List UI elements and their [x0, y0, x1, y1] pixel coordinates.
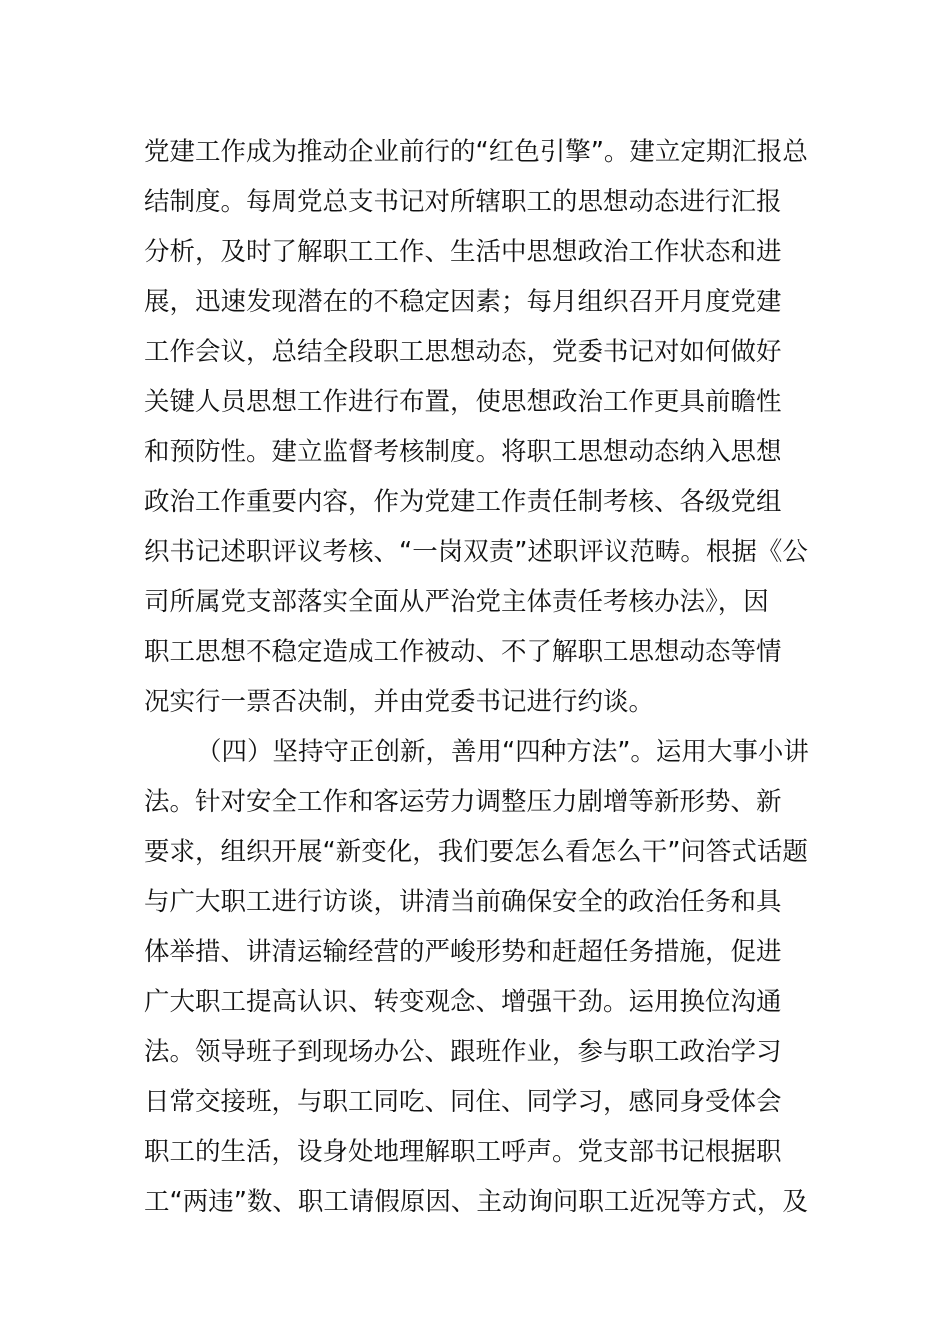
text-line: 职工的生活，设身处地理解职工呼声。党支部书记根据职 — [144, 1137, 782, 1167]
text-line: 体举措、讲清运输经营的严峻形势和赶超任务措施，促进 — [144, 937, 782, 967]
text-line: 和预防性。建立监督考核制度。将职工思想动态纳入思想 — [144, 437, 782, 467]
text-line: 法。针对安全工作和客运劳力调整压力剧增等新形势、新 — [144, 787, 782, 817]
text-line: 日常交接班，与职工同吃、同住、同学习，感同身受体会 — [144, 1087, 782, 1117]
text-line: 关键人员思想工作进行布置，使思想政治工作更具前瞻性 — [144, 387, 782, 417]
text-line: 法。领导班子到现场办公、跟班作业，参与职工政治学习 — [144, 1037, 782, 1067]
text-line: 与广大职工进行访谈，讲清当前确保安全的政治任务和具 — [144, 887, 782, 917]
text-line: 展，迅速发现潜在的不稳定因素；每月组织召开月度党建 — [144, 287, 782, 317]
text-line: 司所属党支部落实全面从严治党主体责任考核办法》，因 — [144, 587, 769, 617]
text-line: 织书记述职评议考核、“一岗双责”述职评议范畴。根据《公 — [144, 537, 808, 567]
body-text — [144, 127, 824, 1227]
text-line: 政治工作重要内容，作为党建工作责任制考核、各级党组 — [144, 487, 782, 517]
text-line: 工作会议，总结全段职工思想动态，党委书记对如何做好 — [144, 337, 782, 367]
text-line: 结制度。每周党总支书记对所辖职工的思想动态进行汇报 — [144, 187, 782, 217]
text-line: 况实行一票否决制，并由党委书记进行约谈。 — [144, 687, 655, 717]
text-line: 党建工作成为推动企业前行的“红色引擎”。建立定期汇报总 — [144, 137, 808, 167]
text-line: 要求，组织开展“新变化，我们要怎么看怎么干”问答式话题 — [144, 837, 808, 867]
text-line: 职工思想不稳定造成工作被动、不了解职工思想动态等情 — [144, 637, 782, 667]
text-line: 广大职工提高认识、转变观念、增强干劲。运用换位沟通 — [144, 987, 782, 1017]
text-line: 工“两违”数、职工请假原因、主动询问职工近况等方式，及 — [144, 1187, 808, 1217]
section-heading-line: （四）坚持守正创新，善用“四种方法”。运用大事小讲 — [196, 737, 809, 767]
text-line: 分析，及时了解职工工作、生活中思想政治工作状态和进 — [144, 237, 782, 267]
